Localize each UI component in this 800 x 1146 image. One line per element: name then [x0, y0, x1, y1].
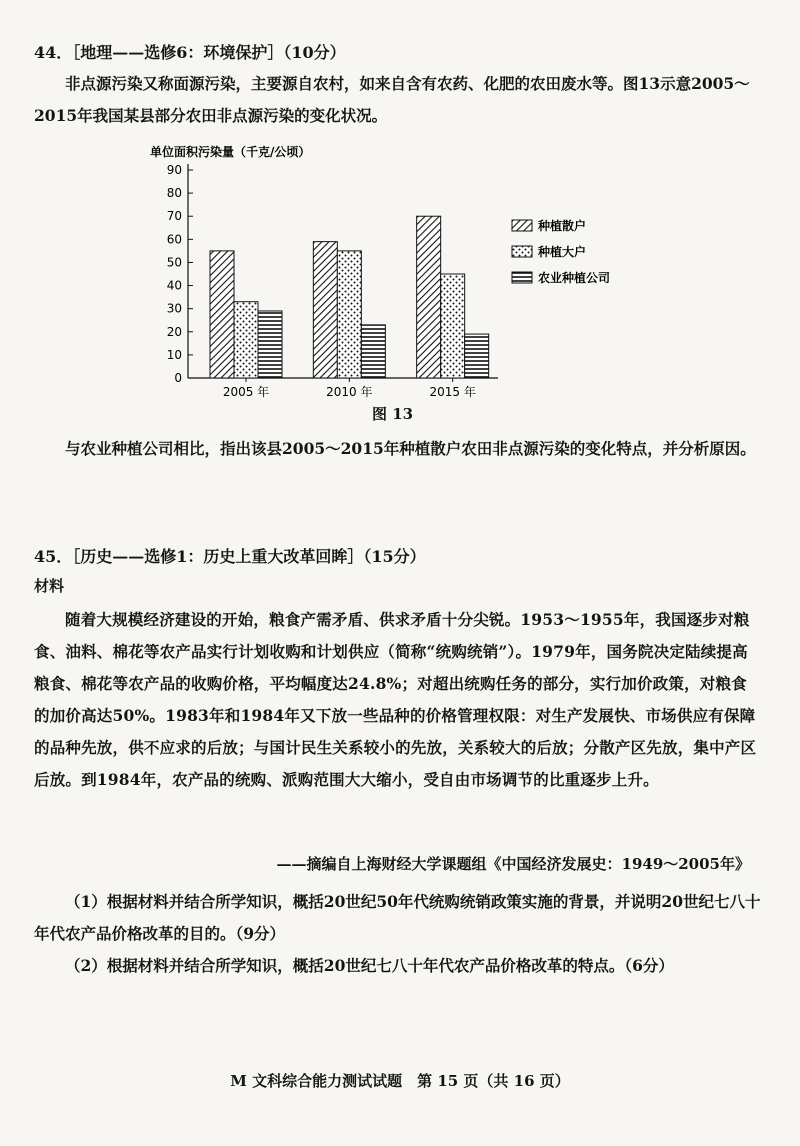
q44-question: 与农业种植公司相比，指出该县2005～2015年种植散户农田非点源污染的变化特点，并分析原因。 — [65, 439, 756, 458]
material-label: 材料 — [34, 577, 65, 595]
q44-heading: 44．［地理——选修6：环境保护］（10分） — [34, 43, 346, 62]
legend-swatch — [512, 246, 532, 257]
bar — [337, 251, 361, 378]
y-tick-label: 90 — [166, 163, 182, 177]
q45-sub-question-1: （1）根据材料并结合所学知识，概括20世纪50年代统购统销政策实施的背景，并说明20世纪七八十年代农产品价格改革的目的。（9分） — [34, 892, 761, 943]
y-tick-label: 60 — [166, 232, 182, 247]
legend-label: 种植大户 — [538, 245, 587, 259]
bar — [417, 216, 441, 378]
legend-swatch — [512, 272, 532, 283]
figure-13-chart — [140, 140, 640, 430]
y-tick-label: 10 — [166, 347, 182, 362]
y-axis-label: 单位面积污染量（千克/公顷） — [150, 145, 311, 159]
bar — [441, 274, 465, 378]
q45-heading: 45．［历史——选修1：历史上重大改革回眸］（15分） — [34, 547, 426, 566]
y-tick-label: 20 — [166, 324, 182, 339]
page-footer: M 文科综合能力测试试题 第 15 页（共 16 页） — [230, 1072, 570, 1090]
y-tick-label: 80 — [166, 186, 182, 201]
y-tick-label: 50 — [166, 255, 182, 270]
q44-intro: 非点源污染又称面源污染，主要源自农村，如来自含有农药、化肥的农田废水等。图13示意2005～2015年我国某县部分农田非点源污染的变化状况。 — [34, 74, 750, 125]
q45-sub-question-2: （2）根据材料并结合所学知识，概括20世纪七八十年代农产品价格改革的特点。（6分） — [65, 956, 674, 975]
legend-swatch — [512, 220, 532, 231]
bar — [465, 334, 489, 378]
bar — [313, 242, 337, 378]
x-tick-label: 2005 年 — [222, 385, 270, 399]
y-tick-label: 0 — [174, 371, 182, 385]
bar — [258, 311, 282, 378]
figure-caption: 图 13 — [372, 405, 414, 423]
material-source: ——摘编自上海财经大学课题组《中国经济发展史：1949～2005年》 — [276, 855, 750, 873]
bar-chart-svg — [140, 140, 640, 430]
y-tick-label: 70 — [166, 209, 182, 224]
bar — [361, 325, 385, 378]
bar — [234, 302, 258, 378]
y-tick-label: 30 — [166, 301, 182, 316]
y-tick-label: 40 — [166, 278, 182, 293]
bar — [210, 251, 234, 378]
q45-material: 随着大规模经济建设的开始，粮食产需矛盾、供求矛盾十分尖锐。1953～1955年，我国逐步对粮食、油料、棉花等农产品实行计划收购和计划供应（简称“统购统销”）。1979年，国务院决定陆续提高粮食、棉花等农产品的收购价格，平均幅度达24.8%；对超出统购任务的部分，实行加价政策，对粮食的加价高达50%。1983年和1984年又下放一些品种的价格管理权限：对生产发展快、市场供应有保障的品种先放，供不应求的后放；与国计民生关系较小的先放，关系较大的后放；分散产区先放，集中产区后放。到1984年，农产品的统购、派购范围大大缩小，受自由市场调节的比重逐步上升。 — [34, 610, 757, 789]
x-tick-label: 2015 年 — [429, 385, 476, 399]
legend-label: 农业种植公司 — [538, 271, 611, 285]
legend-label: 种植散户 — [538, 219, 587, 233]
x-tick-label: 2010 年 — [326, 385, 373, 399]
